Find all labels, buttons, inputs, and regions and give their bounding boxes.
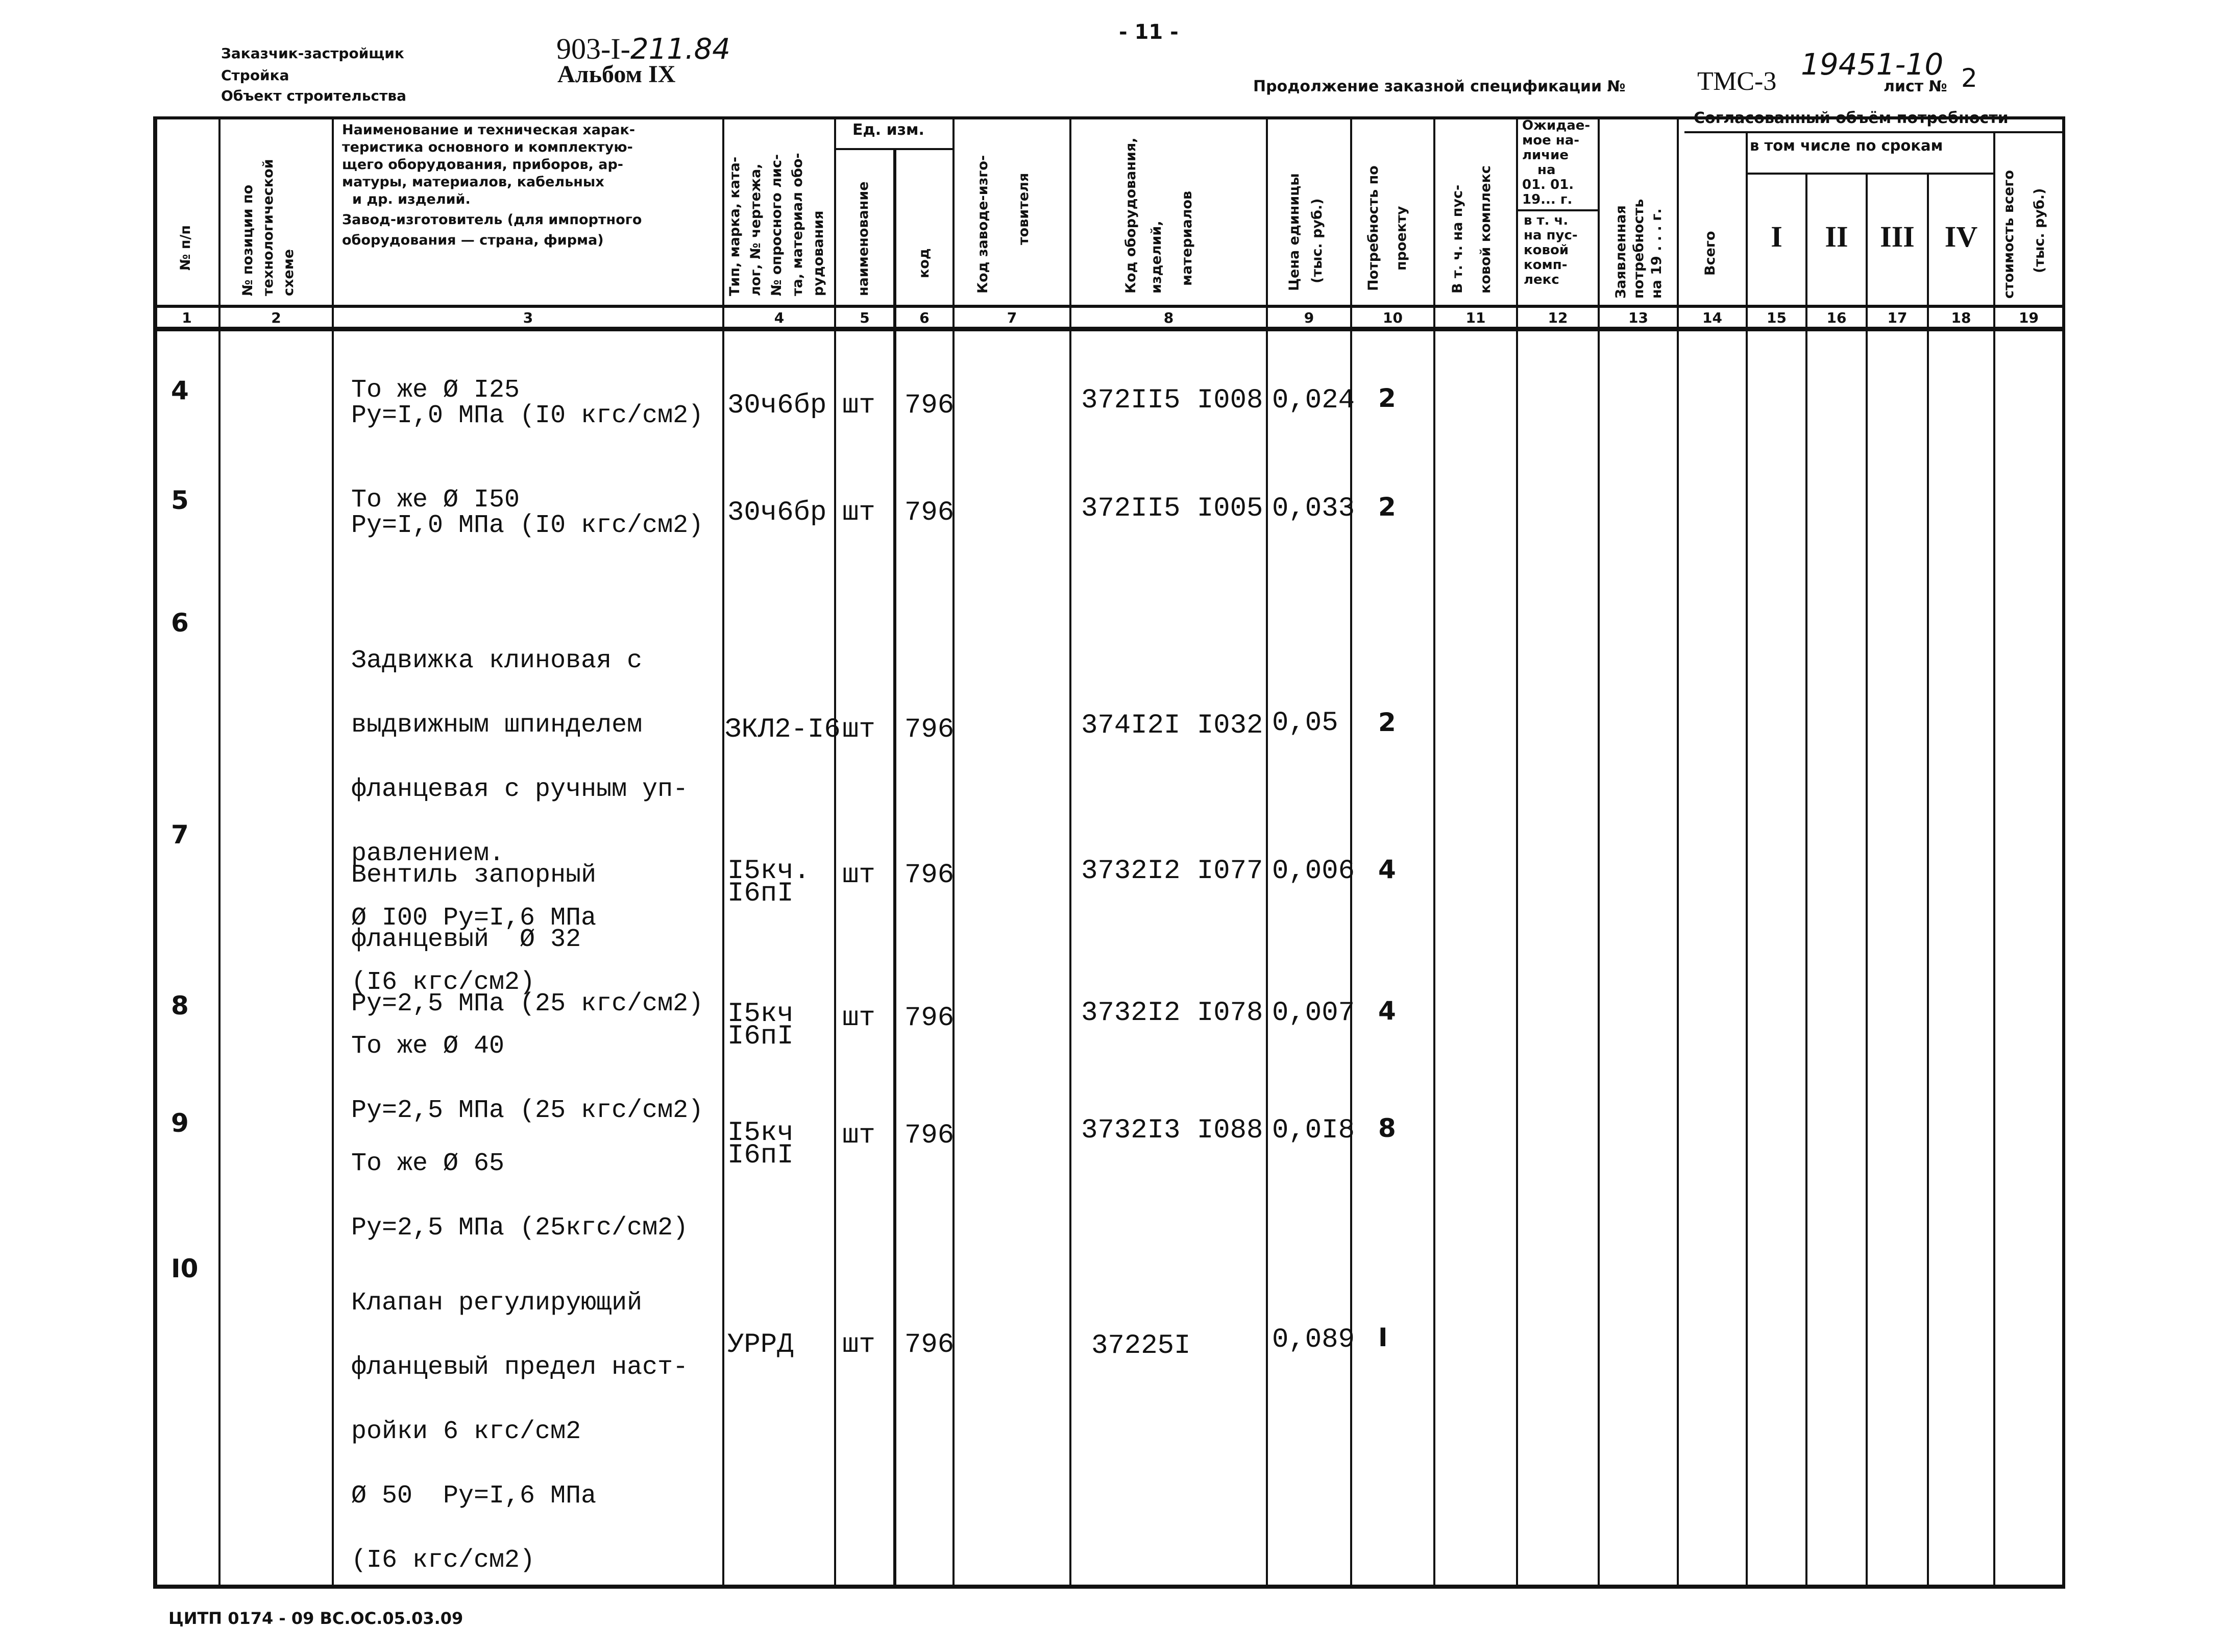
item-need: 2 bbox=[1378, 492, 1396, 522]
col-name-header-line: Завод-изготовитель (для импортного bbox=[342, 212, 642, 228]
footer-stamp: ЦИТП 0174 - 09 ВС.ОС.05.03.09 bbox=[168, 1609, 463, 1628]
item-name-line: То же Ø I25 bbox=[351, 376, 520, 405]
unit-group-header: Ед. изм. bbox=[852, 121, 924, 139]
item-name-line: (I6 кгс/см2) bbox=[351, 968, 535, 997]
object-label: Объект строительства bbox=[221, 87, 406, 104]
col-declared-header-1: Заявленная bbox=[1613, 205, 1629, 299]
term-4-header: IV bbox=[1944, 220, 1978, 253]
item-code: 3732I3 I088 bbox=[1081, 1115, 1263, 1146]
item-name-line: То же Ø 65 bbox=[351, 1149, 505, 1178]
item-name-line: Ø 50 Ру=I,6 МПа bbox=[351, 1481, 597, 1511]
item-name-line: (I6 кгс/см2) bbox=[351, 1546, 535, 1575]
term-2-header: II bbox=[1825, 220, 1848, 253]
col-equipment-code-header-3: материалов bbox=[1179, 190, 1195, 286]
col-expected-header-line: на bbox=[1537, 162, 1556, 178]
col-maker-code-header-2: товителя bbox=[1016, 173, 1032, 245]
col-expected-header-line: Ожидае- bbox=[1522, 118, 1591, 133]
item-unit-code: 796 bbox=[904, 1329, 955, 1361]
col-unit-code-header: код bbox=[916, 248, 932, 278]
page-marker: - 11 - bbox=[1119, 20, 1179, 44]
item-need: 4 bbox=[1378, 996, 1396, 1026]
sheet-number: 2 bbox=[1961, 63, 1977, 93]
item-code: 3732I2 I077 bbox=[1081, 856, 1263, 887]
item-name-line: Ру=I,0 МПа (I0 кгс/см2) bbox=[351, 511, 704, 540]
item-code: 37225I bbox=[1091, 1330, 1191, 1362]
item-type-line: I5кч bbox=[727, 1117, 794, 1149]
col-cost-header-2: (тыс. руб.) bbox=[2032, 188, 2047, 273]
item-price: 0,0I8 bbox=[1272, 1115, 1355, 1146]
col-name-header-line: оборудования — страна, фирма) bbox=[342, 232, 604, 248]
col-expected-header bbox=[1522, 118, 1590, 207]
col-number: 8 bbox=[1163, 309, 1174, 326]
row-number: 8 bbox=[171, 991, 189, 1021]
spec-number: ТМС-3 bbox=[1697, 67, 1777, 96]
item-code: 372II5 I008 bbox=[1081, 385, 1263, 416]
item-price: 0,007 bbox=[1272, 998, 1355, 1029]
item-type-line: I6пI bbox=[727, 1021, 794, 1052]
col-type-header-4: та, материал обо- bbox=[790, 153, 805, 296]
term-3-header: III bbox=[1880, 220, 1915, 253]
item-name-line: Ру=I,0 МПа (I0 кгс/см2) bbox=[351, 401, 704, 430]
col-position-header-1: № позиции по bbox=[240, 184, 256, 296]
item-unit-code: 796 bbox=[904, 1120, 955, 1151]
item-price: 0,05 bbox=[1272, 708, 1338, 739]
item-unit: шт bbox=[842, 390, 875, 421]
sheet-label: лист № bbox=[1884, 78, 1947, 95]
term-1-header: I bbox=[1771, 220, 1782, 253]
item-name bbox=[351, 485, 704, 540]
album-label: Альбом IX bbox=[557, 61, 676, 88]
col-position-header-2: технологической bbox=[260, 159, 276, 296]
item-type bbox=[727, 1117, 794, 1171]
item-type: ЗКЛ2-I6 bbox=[725, 714, 841, 745]
col-number: 10 bbox=[1383, 309, 1403, 326]
item-name-line: То же Ø I50 bbox=[351, 485, 520, 515]
col-start-complex-header-1: В т. ч. на пус- bbox=[1450, 184, 1465, 294]
col-name-header-line: и др. изделий. bbox=[352, 191, 471, 207]
item-name-line: фланцевый Ø 32 bbox=[351, 925, 581, 954]
col-number: 5 bbox=[860, 309, 870, 326]
item-need: 4 bbox=[1378, 855, 1396, 884]
item-name-line: Ру=2,5 МПа (25 кгс/см2) bbox=[351, 989, 704, 1018]
item-name-line: То же Ø 40 bbox=[351, 1032, 505, 1061]
item-need: 8 bbox=[1378, 1113, 1396, 1143]
col-number-header: № п/п bbox=[178, 225, 193, 271]
item-unit: шт bbox=[842, 1003, 875, 1034]
col-number: 17 bbox=[1887, 309, 1908, 326]
item-code: 3732I2 I078 bbox=[1081, 998, 1263, 1029]
col-number: 12 bbox=[1548, 309, 1568, 326]
item-type-line: I5кч bbox=[727, 999, 794, 1030]
item-price: 0,033 bbox=[1272, 493, 1355, 524]
item-name-line: ройки 6 кгс/см2 bbox=[351, 1417, 581, 1446]
col-name-header-line: Наименование и техническая харак- bbox=[342, 122, 635, 138]
item-unit: шт bbox=[842, 1329, 875, 1361]
project-code-printed: 903-I- bbox=[556, 32, 630, 65]
col-expected-start-header-line: комп- bbox=[1524, 257, 1568, 273]
col-name-header-line: теристика основного и комплектую- bbox=[342, 139, 633, 155]
row-number: I0 bbox=[171, 1254, 199, 1283]
item-need: I bbox=[1378, 1323, 1388, 1352]
col-declared-header-2: потребность bbox=[1631, 199, 1647, 299]
col-number: 2 bbox=[271, 309, 281, 326]
col-number: 18 bbox=[1951, 309, 1971, 326]
col-number: 13 bbox=[1628, 309, 1648, 326]
item-type: 30ч6бр bbox=[727, 390, 827, 421]
item-unit: шт bbox=[842, 497, 875, 528]
item-need: 2 bbox=[1378, 708, 1396, 737]
col-expected-start-header-line: ковой bbox=[1524, 242, 1569, 258]
col-number: 6 bbox=[919, 309, 930, 326]
col-unit-name-header: наименование bbox=[855, 181, 871, 296]
col-expected-header-line: мое на- bbox=[1522, 133, 1580, 148]
item-code: 374I2I I032 bbox=[1081, 710, 1263, 741]
col-maker-code-header-1: Код заводе-изго- bbox=[975, 155, 991, 294]
col-number: 9 bbox=[1304, 309, 1314, 326]
col-equipment-code-header-1: Код оборудования, bbox=[1123, 137, 1139, 294]
item-code: 372II5 I005 bbox=[1081, 493, 1263, 524]
item-type-line: I5кч. bbox=[727, 856, 811, 887]
col-expected-start-header bbox=[1524, 213, 1578, 287]
item-unit: шт bbox=[842, 860, 875, 891]
col-expected-start-header-line: лекс bbox=[1524, 272, 1559, 287]
item-name bbox=[351, 378, 703, 429]
col-number: 3 bbox=[523, 309, 533, 326]
item-name-line: выдвижным шпинделем bbox=[351, 711, 643, 740]
item-unit-code: 796 bbox=[904, 1003, 955, 1034]
col-number: 11 bbox=[1465, 309, 1486, 326]
col-type-header-3: № опросного лис- bbox=[769, 154, 785, 296]
col-type-header-5: рудования bbox=[811, 210, 826, 296]
item-unit: шт bbox=[842, 1120, 875, 1151]
agreed-group-header: Согласованный объём потребности bbox=[1694, 109, 2009, 127]
col-expected-start-header-line: в т. ч. bbox=[1524, 213, 1569, 228]
item-type bbox=[727, 999, 794, 1052]
spec-handwritten-number: 19451-10 bbox=[1801, 47, 1944, 82]
item-price: 0,024 bbox=[1272, 385, 1355, 416]
item-name-line: равлением. bbox=[351, 839, 505, 868]
item-unit-code: 796 bbox=[904, 714, 955, 745]
col-number: 4 bbox=[774, 309, 785, 326]
item-unit-code: 796 bbox=[904, 390, 955, 421]
project-code-handwritten: 211.84 bbox=[630, 33, 730, 66]
construction-label: Стройка bbox=[221, 67, 289, 84]
item-name-line: Вентиль запорный bbox=[351, 861, 597, 890]
col-number: 14 bbox=[1702, 309, 1722, 326]
col-expected-start-header-line: на пус- bbox=[1524, 228, 1578, 243]
col-number: 19 bbox=[2019, 309, 2039, 326]
item-name-line: Ру=2,5 МПа (25 кгс/см2) bbox=[351, 1096, 704, 1125]
col-cost-header-1: стоимость всего bbox=[2001, 170, 2017, 299]
by-terms-header: в том числе по срокам bbox=[1750, 137, 1943, 154]
col-type-header-1: Тип, марка, ката- bbox=[727, 156, 743, 296]
col-number: 15 bbox=[1767, 309, 1787, 326]
row-number: 9 bbox=[171, 1108, 189, 1138]
row-number: 7 bbox=[171, 820, 189, 849]
col-expected-header-line: личие bbox=[1522, 148, 1569, 163]
item-unit: шт bbox=[842, 714, 875, 745]
item-name-line: фланцевый предел наст- bbox=[351, 1353, 689, 1382]
col-type-header-2: лог, № чертежа, bbox=[748, 163, 764, 296]
col-position-header-3: схеме bbox=[281, 249, 297, 296]
col-number: 16 bbox=[1826, 309, 1847, 326]
col-price-header-1: Цена единицы bbox=[1286, 173, 1302, 291]
item-price: 0,006 bbox=[1272, 856, 1355, 887]
row-number: 5 bbox=[171, 485, 189, 515]
item-name-line: Клапан регулирующий bbox=[351, 1289, 643, 1318]
item-name-line: Ø I00 Ру=I,6 МПа bbox=[351, 904, 597, 933]
col-expected-header-line: 19... г. bbox=[1522, 192, 1573, 207]
col-need-header-2: проекту bbox=[1393, 206, 1409, 271]
col-total-header: Всего bbox=[1702, 231, 1718, 276]
col-price-header-2: (тыс. руб.) bbox=[1309, 198, 1325, 283]
item-name-line: Задвижка клиновая с bbox=[351, 646, 643, 675]
item-type-line: I6пI bbox=[727, 878, 794, 909]
customer-label: Заказчик-застройщик bbox=[221, 45, 404, 62]
item-name bbox=[351, 1250, 688, 1614]
item-type: 30ч6бр bbox=[727, 497, 827, 528]
row-number: 4 bbox=[171, 376, 189, 405]
col-expected-header-line: 01. 01. bbox=[1522, 177, 1574, 192]
col-start-complex-header-2: ковой комплекс bbox=[1478, 165, 1494, 294]
col-name-header-line: щего оборудования, приборов, ар- bbox=[342, 157, 623, 173]
row-number: 6 bbox=[171, 608, 189, 638]
item-need: 2 bbox=[1378, 383, 1396, 413]
col-number: 1 bbox=[182, 309, 192, 326]
item-type: УРРД bbox=[727, 1329, 794, 1361]
col-need-header-1: Потребность по bbox=[1365, 165, 1381, 291]
item-type-line: I6пI bbox=[727, 1140, 794, 1171]
item-name-line: фланцевая с ручным уп- bbox=[351, 775, 689, 804]
spec-continuation-label: Продолжение заказной спецификации № bbox=[1253, 78, 1626, 95]
item-unit-code: 796 bbox=[904, 497, 955, 528]
item-name-line: Ру=2,5 МПа (25кгс/см2) bbox=[351, 1213, 689, 1243]
col-declared-header-3: на 19 . . . г. bbox=[1649, 208, 1665, 299]
col-name-header bbox=[342, 122, 642, 249]
col-number: 7 bbox=[1007, 309, 1017, 326]
item-price: 0,089 bbox=[1272, 1324, 1355, 1355]
item-unit-code: 796 bbox=[904, 860, 955, 891]
col-name-header-line: матуры, материалов, кабельных bbox=[342, 174, 604, 190]
item-type bbox=[727, 856, 811, 909]
col-equipment-code-header-2: изделий, bbox=[1148, 221, 1164, 294]
